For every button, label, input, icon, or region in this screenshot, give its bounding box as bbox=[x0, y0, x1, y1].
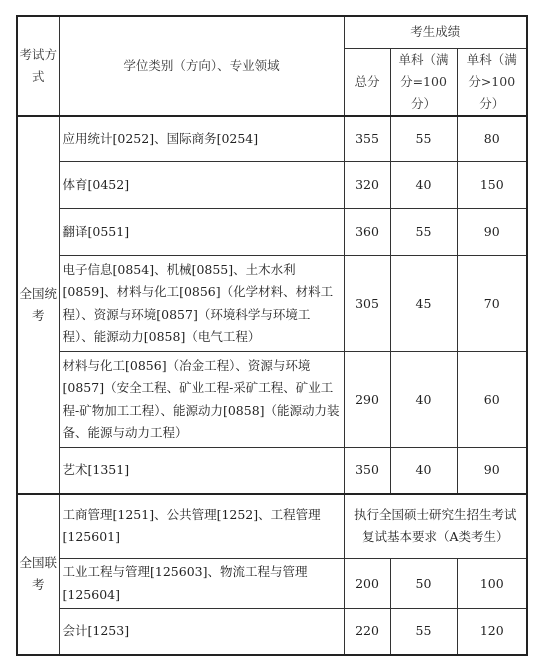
header-degree-field: 学位类别（方向）、专业领域 bbox=[59, 16, 344, 116]
field-cell: 应用统计[0252]、国际商务[0254] bbox=[59, 116, 344, 162]
table-row bbox=[17, 352, 527, 448]
table-row bbox=[17, 559, 527, 609]
single-over-100-cell: 150 bbox=[457, 162, 527, 209]
single-over-100-cell: 120 bbox=[457, 609, 527, 655]
table-row bbox=[17, 209, 527, 256]
total-cell: 290 bbox=[344, 352, 390, 448]
single-100-cell: 40 bbox=[390, 162, 457, 209]
single-100-cell: 45 bbox=[390, 256, 457, 352]
header-single-100: 单科（满分=100分） bbox=[390, 48, 457, 116]
total-cell: 360 bbox=[344, 209, 390, 256]
field-cell: 工商管理[1251]、公共管理[1252]、工程管理[125601] bbox=[59, 494, 344, 559]
field-cell: 工业工程与管理[125603]、物流工程与管理[125604] bbox=[59, 559, 344, 609]
single-100-cell: 55 bbox=[390, 609, 457, 655]
total-cell: 200 bbox=[344, 559, 390, 609]
single-100-cell: 55 bbox=[390, 116, 457, 162]
total-cell: 355 bbox=[344, 116, 390, 162]
field-cell: 材料与化工[0856]（冶金工程）、资源与环境[0857]（安全工程、矿业工程-采矿工程、矿业工程-矿物加工工程）、能源动力[0858]（能源动力装备、能源与动力工程） bbox=[59, 352, 344, 448]
table-row bbox=[17, 494, 527, 559]
retest-requirement-note: 执行全国硕士研究生招生考试复试基本要求（A类考生） bbox=[344, 494, 527, 559]
table-row bbox=[17, 256, 527, 352]
total-cell: 220 bbox=[344, 609, 390, 655]
single-over-100-cell: 90 bbox=[457, 209, 527, 256]
single-over-100-cell: 90 bbox=[457, 448, 527, 494]
total-cell: 350 bbox=[344, 448, 390, 494]
table-row bbox=[17, 609, 527, 655]
header-scores: 考生成绩 bbox=[344, 16, 527, 48]
single-over-100-cell: 100 bbox=[457, 559, 527, 609]
header-total: 总分 bbox=[344, 48, 390, 116]
single-100-cell: 40 bbox=[390, 352, 457, 448]
total-cell: 305 bbox=[344, 256, 390, 352]
single-100-cell: 55 bbox=[390, 209, 457, 256]
table-row bbox=[17, 116, 527, 162]
single-over-100-cell: 60 bbox=[457, 352, 527, 448]
total-cell: 320 bbox=[344, 162, 390, 209]
field-cell: 体育[0452] bbox=[59, 162, 344, 209]
header-exam-mode: 考试方式 bbox=[17, 16, 59, 116]
score-requirements-table bbox=[16, 15, 528, 656]
single-over-100-cell: 70 bbox=[457, 256, 527, 352]
header-single-over-100: 单科（满分>100分） bbox=[457, 48, 527, 116]
exam-mode-cell: 全国联考 bbox=[17, 494, 59, 655]
single-over-100-cell: 80 bbox=[457, 116, 527, 162]
table-row bbox=[17, 162, 527, 209]
field-cell: 翻译[0551] bbox=[59, 209, 344, 256]
single-100-cell: 50 bbox=[390, 559, 457, 609]
table-row bbox=[17, 448, 527, 494]
field-cell: 会计[1253] bbox=[59, 609, 344, 655]
field-cell: 电子信息[0854]、机械[0855]、土木水利[0859]、材料与化工[0856]（化学材料、材料工程）、资源与环境[0857]（环境科学与环境工程）、能源动力[0858]（电气工程） bbox=[59, 256, 344, 352]
exam-mode-cell: 全国统考 bbox=[17, 116, 59, 494]
field-cell: 艺术[1351] bbox=[59, 448, 344, 494]
single-100-cell: 40 bbox=[390, 448, 457, 494]
